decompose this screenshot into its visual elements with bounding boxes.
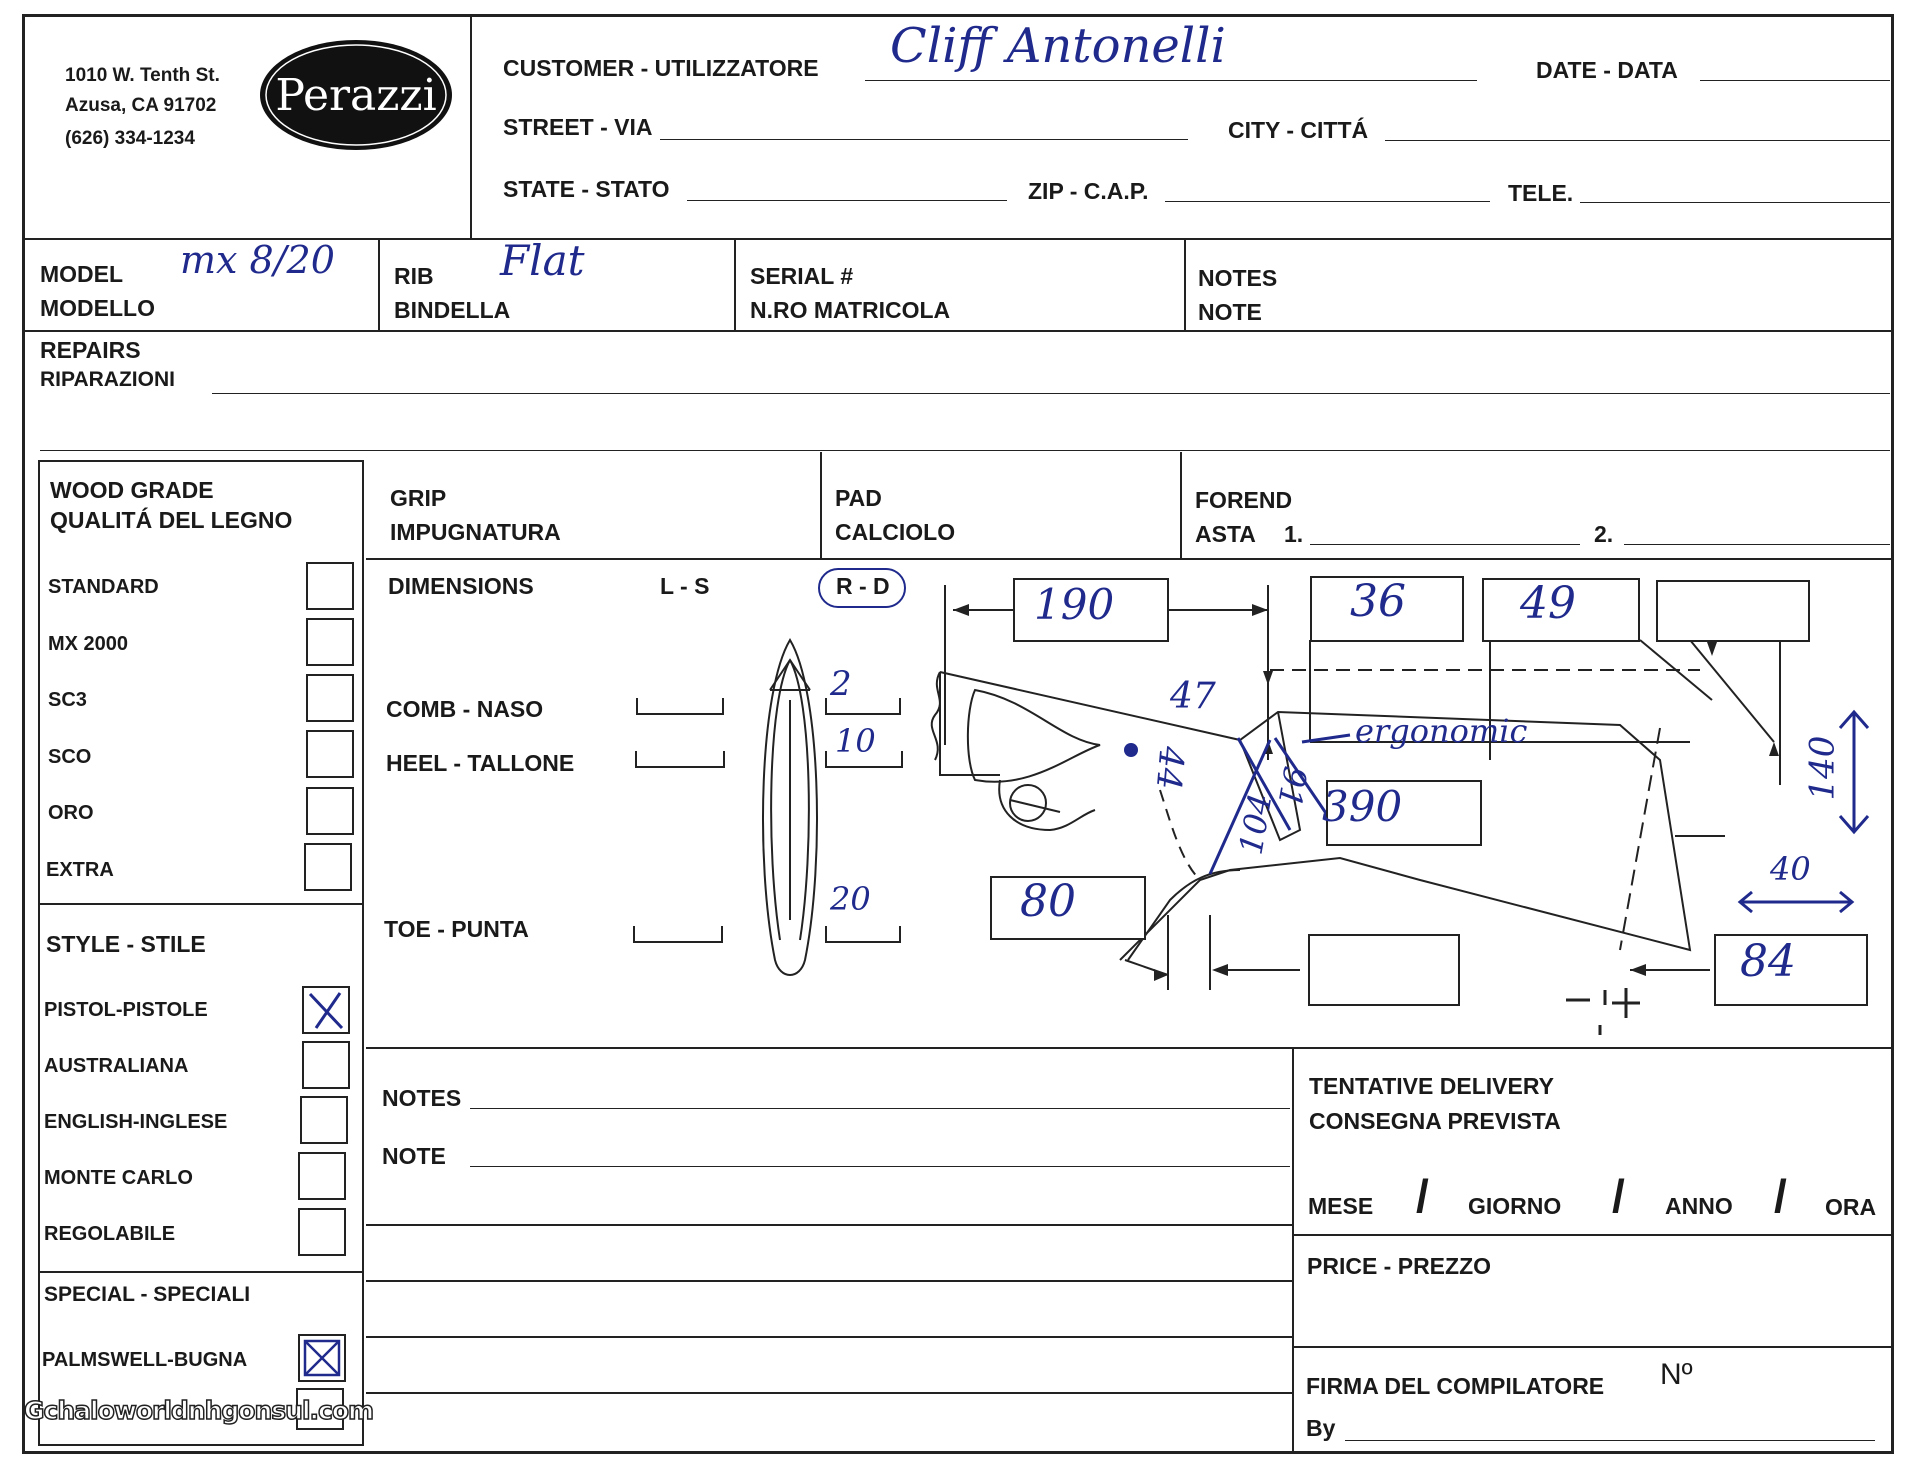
street-label: STREET - VIA [503, 114, 653, 140]
wood-grade-title-it: QUALITÁ DEL LEGNO [50, 507, 293, 533]
tele-label: TELE. [1508, 180, 1574, 206]
ls-label: L - S [660, 573, 710, 599]
comb-label: COMB - NASO [386, 696, 544, 722]
grip-label-it: IMPUGNATURA [390, 519, 561, 545]
forend-label-it: ASTA [1195, 521, 1256, 547]
delivery-title-it: CONSEGNA PREVISTA [1309, 1108, 1561, 1134]
customer-value: Cliff Antonelli [890, 18, 1226, 74]
delivery-year: ANNO [1665, 1193, 1733, 1219]
notes-line [366, 1336, 1292, 1338]
model-label-it: MODELLO [40, 295, 155, 321]
minus-sign [1566, 988, 1574, 1017]
zip-label: ZIP - C.A.P. [1028, 178, 1149, 204]
option-label: EXTRA [46, 859, 114, 881]
delivery-month: MESE [1308, 1193, 1374, 1219]
notes-label-it: NOTE [1198, 299, 1262, 325]
price-label: PRICE - PREZZO [1307, 1253, 1492, 1279]
option-label: REGOLABILE [44, 1223, 176, 1245]
toe-value: 20 [830, 880, 871, 918]
style-title: STYLE - STILE [46, 931, 206, 957]
notes-label: NOTES [1198, 265, 1278, 291]
option-label: STANDARD [48, 576, 159, 598]
dimensions-title: DIMENSIONS [388, 573, 534, 599]
logo-text: Perazzi [275, 70, 437, 121]
grip-label: GRIP [390, 485, 447, 511]
drop-a-value: 36 [1350, 576, 1406, 627]
signature-line[interactable] [1345, 1440, 1875, 1441]
grip-a-value: 44 [1147, 744, 1192, 792]
notes-bottom-label: NOTES [382, 1085, 462, 1111]
option-label: SCO [48, 746, 92, 768]
notes-line [470, 1166, 1290, 1167]
grip-c-value: 91 [1270, 763, 1315, 811]
date-label: DATE - DATA [1536, 57, 1678, 83]
customer-label: CUSTOMER - UTILIZZATORE [503, 55, 819, 81]
length-of-pull-value: 390 [1322, 782, 1403, 831]
comb-height-value: 47 [1170, 676, 1216, 717]
notes-line [366, 1392, 1292, 1394]
cast-box[interactable] [1656, 580, 1810, 642]
grip-b-value: 104 [1231, 790, 1280, 858]
rd-label: R - D [836, 573, 890, 599]
delivery-sep: / [1774, 1170, 1787, 1222]
notes-line [366, 1224, 1292, 1226]
option-label: AUSTRALIANA [44, 1055, 189, 1077]
pad-label: PAD [835, 485, 882, 511]
notes-line [366, 1280, 1292, 1282]
option-label: ORO [48, 802, 94, 824]
rib-label-it: BINDELLA [394, 297, 511, 323]
toe-length-value: 84 [1740, 936, 1796, 987]
divider [1292, 1234, 1892, 1236]
forend-2: 2. [1594, 521, 1614, 547]
option-label: MONTE CARLO [44, 1167, 193, 1189]
forend-label: FOREND [1195, 487, 1293, 513]
delivery-sep: / [1612, 1170, 1625, 1222]
heel-value: 10 [835, 722, 876, 760]
pad-width-value: 40 [1770, 850, 1811, 888]
model-label: MODEL [40, 261, 124, 287]
model-value: mx 8/20 [180, 238, 335, 282]
delivery-sep: / [1416, 1170, 1429, 1222]
signature-label: FIRMA DEL COMPILATORE [1306, 1373, 1605, 1399]
toe-box[interactable] [1308, 934, 1460, 1006]
option-label: PALMSWELL-BUGNA [42, 1349, 248, 1371]
serial-label-it: N.RO MATRICOLA [750, 297, 951, 323]
comb-value: 2 [830, 664, 852, 704]
state-label: STATE - STATO [503, 176, 670, 202]
serial-label: SERIAL # [750, 263, 854, 289]
delivery-title: TENTATIVE DELIVERY [1309, 1073, 1554, 1099]
length-to-comb-value: 190 [1034, 580, 1115, 629]
option-label: PISTOL-PISTOLE [44, 999, 208, 1021]
rib-label: RIB [394, 263, 434, 289]
delivery-time: ORA [1825, 1194, 1877, 1220]
company-phone: (626) 334-1234 [65, 128, 195, 149]
company-address-line1: 1010 W. Tenth St. [65, 65, 220, 86]
rib-value: Flat [500, 236, 585, 285]
special-title: SPECIAL - SPECIALI [44, 1283, 251, 1306]
toe-label: TOE - PUNTA [384, 916, 529, 942]
pad-label-it: CALCIOLO [835, 519, 956, 545]
option-label: MX 2000 [48, 633, 129, 655]
plus-sign [1614, 988, 1627, 1017]
notes-line [470, 1108, 1290, 1109]
forend-1: 1. [1284, 521, 1304, 547]
divider [1292, 1047, 1294, 1452]
option-label: ENGLISH-INGLESE [44, 1111, 228, 1133]
notes-bottom-label-it: NOTE [382, 1143, 446, 1169]
divider [1292, 1346, 1892, 1348]
repairs-label: REPAIRS [40, 337, 141, 363]
delivery-day: GIORNO [1468, 1193, 1562, 1219]
repairs-label-it: RIPARAZIONI [40, 368, 175, 391]
ergonomic-note: ergonomic [1355, 712, 1528, 750]
option-label: SC3 [48, 689, 87, 711]
wood-grade-title: WOOD GRADE [50, 477, 214, 503]
pad-height-value: 140 [1802, 735, 1843, 801]
by-label: By [1306, 1415, 1336, 1441]
watermark: Gchaloworldnhgonsul.com [24, 1396, 374, 1425]
heel-label: HEEL - TALLONE [386, 750, 575, 776]
grip-length-value: 80 [1020, 876, 1076, 927]
drop-b-value: 49 [1520, 578, 1576, 629]
company-address-line2: Azusa, CA 91702 [65, 95, 217, 116]
number-label: Nº [1660, 1358, 1693, 1391]
city-label: CITY - CITTÁ [1228, 117, 1369, 143]
